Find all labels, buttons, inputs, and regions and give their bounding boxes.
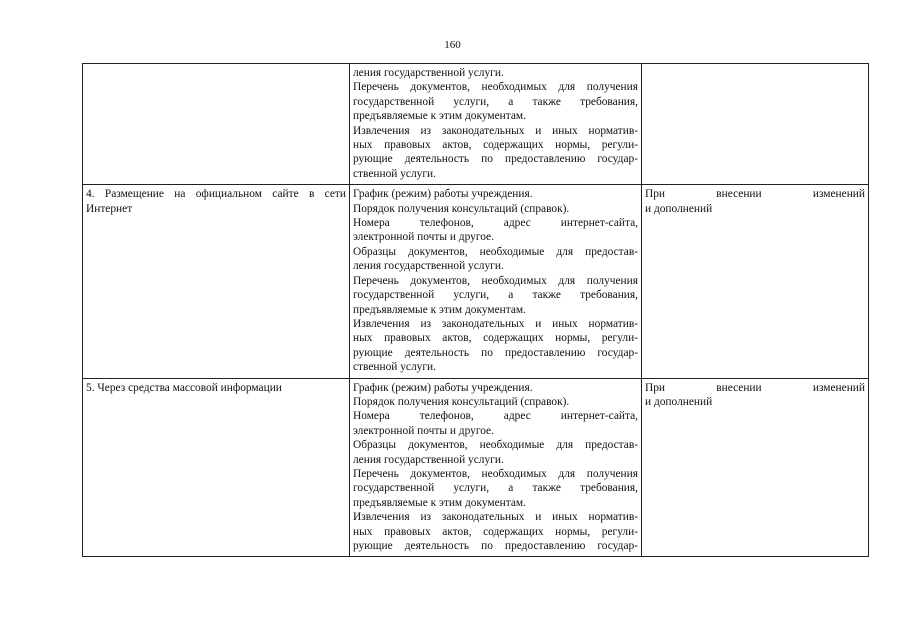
page-number: 160 — [444, 39, 461, 51]
timing-line: и дополнений — [645, 202, 713, 215]
content-line: государственной услуги, а также требования, — [353, 95, 638, 108]
content-cell — [350, 64, 642, 185]
content-line: ных правовых актов, содержащих нормы, регули- — [353, 139, 638, 152]
timing-cell — [642, 64, 869, 185]
content-line: Порядок получения консультаций (справок). — [353, 395, 570, 408]
content-line: предъявляемые к этим документам. — [353, 303, 526, 316]
timing-cell — [642, 378, 869, 557]
timing-line: При внесении изменений — [645, 381, 865, 394]
content-line: ственной услуги. — [353, 167, 436, 180]
content-line: Перечень документов, необходимых для получения — [353, 81, 638, 94]
table-row — [83, 185, 869, 378]
content-line: График (режим) работы учреждения. — [353, 188, 533, 201]
info-table-body — [83, 64, 869, 557]
content-line: Номера телефонов, адрес интернет-сайта, — [353, 217, 638, 230]
content-line: ных правовых актов, содержащих нормы, регули- — [353, 332, 638, 345]
content-line: Извлечения из законодательных и иных норматив- — [353, 511, 638, 524]
content-line: рующие деятельность по предоставлению государ- — [353, 346, 638, 359]
content-line: электронной почты и другое. — [353, 231, 494, 244]
content-line: ных правовых актов, содержащих нормы, регули- — [353, 525, 638, 538]
content-line: Извлечения из законодательных и иных норматив- — [353, 317, 638, 330]
timing-line: При внесении изменений — [645, 188, 865, 201]
content-line: рующие деятельность по предоставлению государ- — [353, 540, 638, 552]
content-line: Образцы документов, необходимые для предостав- — [353, 439, 638, 452]
content-line: электронной почты и другое. — [353, 424, 494, 437]
timing-line: и дополнений — [645, 395, 713, 408]
info-table — [82, 63, 869, 557]
method-cell: 4. Размещение на официальном сайте в сети Интернет — [83, 185, 350, 378]
content-line: ления государственной услуги. — [353, 453, 504, 466]
table-row — [83, 64, 869, 185]
content-line: ственной услуги. — [353, 361, 436, 374]
content-line: Порядок получения консультаций (справок). — [353, 202, 570, 215]
content-line: ления государственной услуги. — [353, 260, 504, 273]
table-row — [83, 378, 869, 557]
content-line: рующие деятельность по предоставлению государ- — [353, 153, 638, 166]
content-line: Перечень документов, необходимых для получения — [353, 274, 638, 287]
content-line: ления государственной услуги. — [353, 67, 504, 79]
content-cell — [350, 185, 642, 378]
content-line: Извлечения из законодательных и иных норматив- — [353, 124, 638, 137]
method-cell: 5. Через средства массовой информации — [83, 378, 350, 557]
content-cell — [350, 378, 642, 557]
content-line: График (режим) работы учреждения. — [353, 381, 533, 394]
content-line: государственной услуги, а также требования, — [353, 289, 638, 302]
content-line: предъявляемые к этим документам. — [353, 110, 526, 123]
content-line: Перечень документов, необходимых для получения — [353, 467, 638, 480]
content-line: предъявляемые к этим документам. — [353, 496, 526, 509]
content-line: Образцы документов, необходимые для предостав- — [353, 245, 638, 258]
timing-cell — [642, 185, 869, 378]
content-line: государственной услуги, а также требования, — [353, 482, 638, 495]
method-cell — [83, 64, 350, 185]
content-line: Номера телефонов, адрес интернет-сайта, — [353, 410, 638, 423]
